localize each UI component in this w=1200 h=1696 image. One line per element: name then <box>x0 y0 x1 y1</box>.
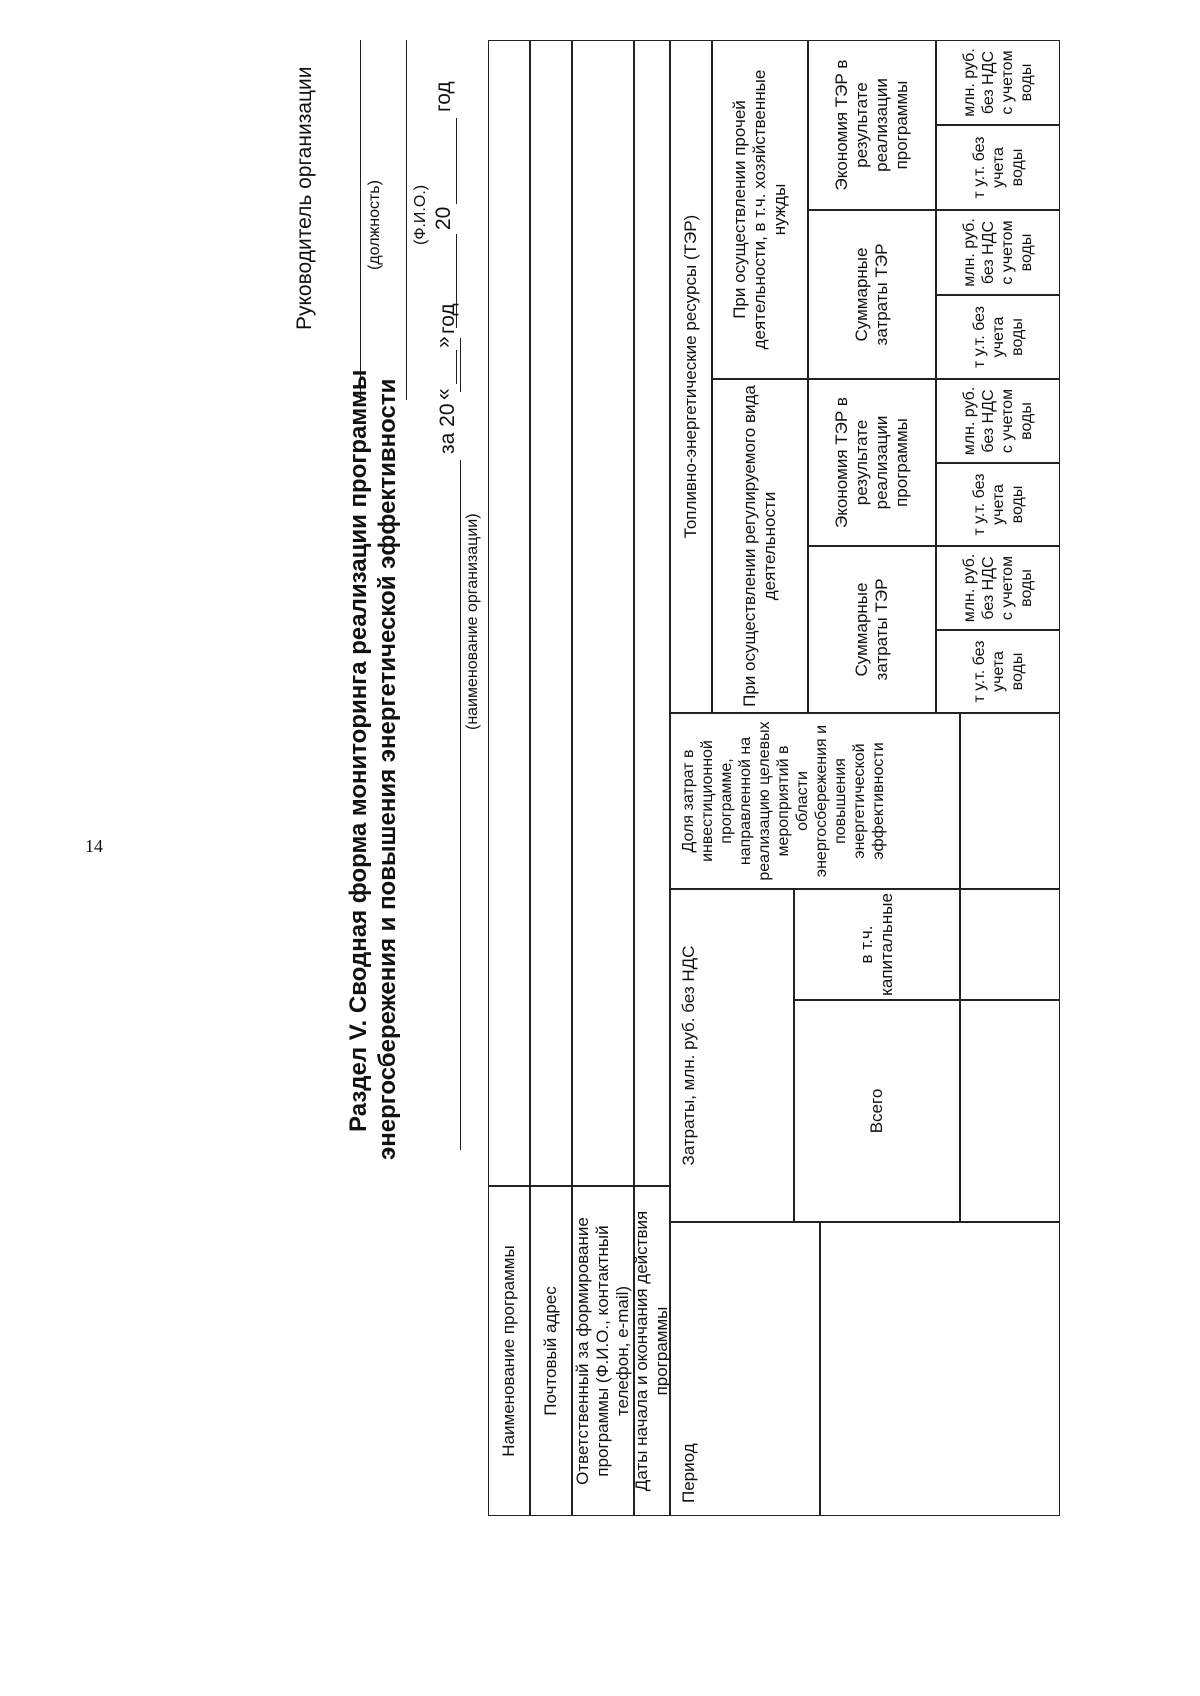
row-postal-address-value <box>530 40 572 1186</box>
row-dates-value <box>634 40 670 1186</box>
name-caption: (Ф.И.О.) <box>412 184 429 245</box>
unit-other-saving-mln: млн. руб. без НДС с учетом воды <box>936 40 1060 125</box>
data-period-values <box>820 1222 1060 1516</box>
unit-regulated-saving-mln: млн. руб. без НДС с учетом воды <box>936 379 1060 463</box>
data-investment-share <box>960 713 1060 889</box>
header-costs-capital: в т.ч. капитальные <box>794 889 960 1000</box>
unit-regulated-total-tut: т у.т. без учета воды <box>936 630 1060 713</box>
rotated-page <box>260 40 1140 1600</box>
header-fer: Топливно-энергетические ресурсы (ТЭР) <box>670 40 712 713</box>
header-costs: Затраты, млн. руб. без НДС <box>670 889 794 1222</box>
year-prefix: 20 <box>432 206 455 230</box>
header-other-activity: При осуществлении прочей деятельности, в т.ч. хозяйственные нужды <box>712 40 808 379</box>
signature-header: Руководитель организации <box>293 66 316 330</box>
row-responsible-label: Ответственный за формирование программы (Ф.И.О., контактный телефон, e-mail) <box>572 1186 634 1516</box>
header-period: Период <box>670 1222 820 1516</box>
unit-other-saving-tut: т у.т. без учета воды <box>936 125 1060 210</box>
row-dates-label: Даты начала и окончания действия программы <box>634 1186 670 1516</box>
period-year-line <box>460 338 461 392</box>
year-suffix: год <box>432 81 455 112</box>
page-number: 14 <box>85 836 103 856</box>
header-regulated-saving-fer: Экономия ТЭР в результате реализации программы <box>808 379 936 546</box>
form-title-line-1: Раздел V. Сводная форма мониторинга реализации программы <box>345 369 372 1132</box>
data-costs-total <box>960 1000 1060 1222</box>
header-investment-share: Доля затрат в инвестиционной программе, направленной на реализацию целевых мероприятий в области энергосбережения и повышения энергетической эффективности <box>670 713 960 889</box>
day-line <box>456 350 457 384</box>
header-other-saving-fer: Экономия ТЭР в результате реализации программы <box>808 40 936 210</box>
unit-regulated-saving-tut: т у.т. без учета воды <box>936 463 1060 546</box>
header-costs-total: Всего <box>794 1000 960 1222</box>
unit-other-total-tut: т у.т. без учета воды <box>936 295 1060 379</box>
signature-position-line <box>360 40 361 400</box>
row-postal-address-label: Почтовый адрес <box>530 1186 572 1516</box>
header-regulated-activity: При осуществлении регулируемого вида деятельности <box>712 379 808 713</box>
form-title-line-2: энергосбережения и повышения энергетической эффективности <box>374 378 401 1160</box>
period-prefix: за 20 <box>436 403 459 454</box>
position-caption: (должность) <box>366 180 383 270</box>
header-regulated-total-fer: Суммарные затраты ТЭР <box>808 546 936 713</box>
organization-caption: (наименование организации) <box>464 513 481 730</box>
year-line <box>456 118 457 204</box>
row-program-name-value <box>488 40 530 1186</box>
data-costs-capital <box>960 889 1060 1000</box>
date-close-quote: » <box>432 336 455 348</box>
header-other-total-fer: Суммарные затраты ТЭР <box>808 210 936 379</box>
date-open-quote: « <box>432 388 455 400</box>
signature-name-line <box>406 40 407 400</box>
period-suffix: год <box>436 303 459 334</box>
unit-regulated-total-mln: млн. руб. без НДС с учетом воды <box>936 546 1060 630</box>
row-program-name-label: Наименование программы <box>488 1186 530 1516</box>
row-responsible-value <box>572 40 634 1186</box>
unit-other-total-mln: млн. руб. без НДС с учетом воды <box>936 210 1060 295</box>
organization-name-line <box>460 460 461 1150</box>
